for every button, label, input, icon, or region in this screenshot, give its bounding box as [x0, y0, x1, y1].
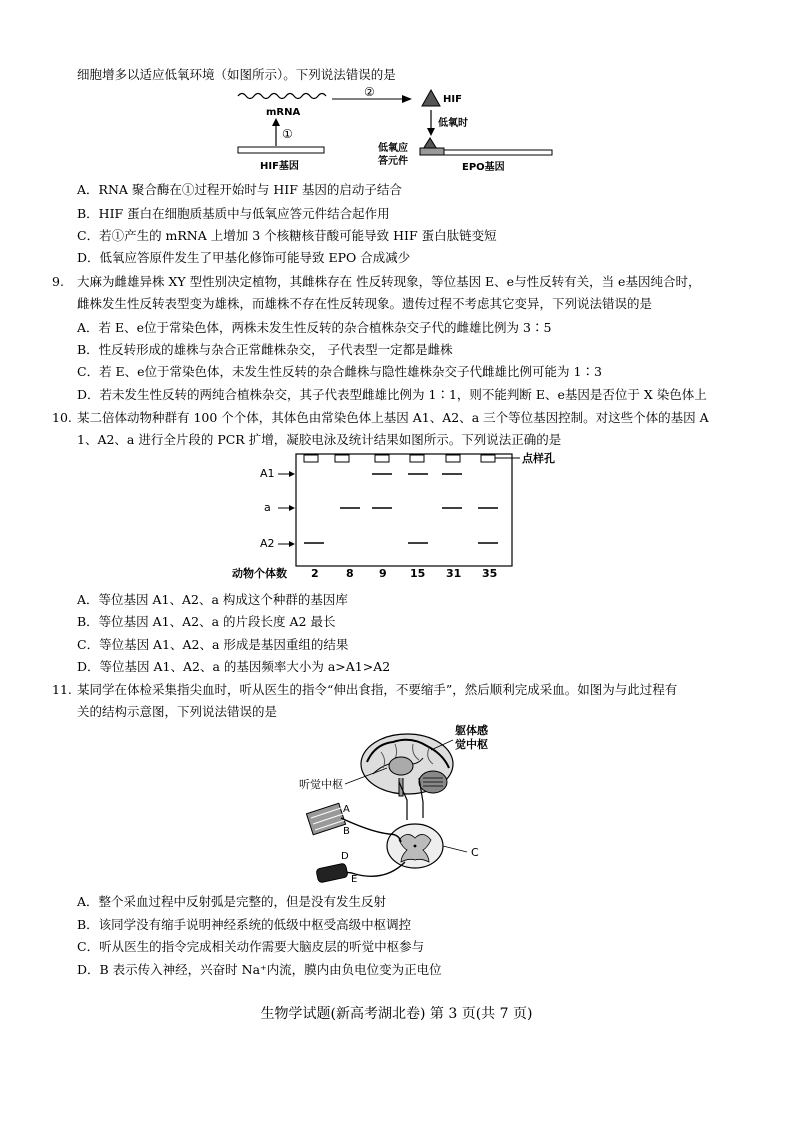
q9-option-d: D．若未发生性反转的两纯合植株杂交，其子代表型雌雄比例为 1∶1，则不能判断 E、e基因是否位于 X 染色体上 — [77, 387, 707, 402]
q11-stem-line1: 某同学在体检采集指尖血时，听从医生的指令“伸出食指，不要缩手”，然后顺利完成采血。如图为与此过程有 — [77, 682, 678, 697]
step1-label: ① — [282, 127, 293, 141]
hif-gene-bar — [238, 147, 324, 153]
hypoxia-label: 低氧时 — [438, 118, 468, 129]
count-6: 35 — [482, 567, 498, 580]
q11-nerve-figure — [295, 722, 525, 887]
q9-option-a: A．若 E、e位于常染色体，两株未发生性反转的杂合植株杂交子代的雌雄比例为 3∶5 — [77, 320, 552, 335]
muscle-effector — [316, 863, 348, 883]
label-e: E — [351, 874, 358, 885]
q8-option-d: D．低氧应答原件发生了甲基化修饰可能导致 EPO 合成减少 — [77, 250, 411, 265]
q10-option-d: D．等位基因 A1、A2、a 的基因频率大小为 a>A1>A2 — [77, 659, 391, 674]
row-label-a2: A2 — [260, 537, 275, 550]
q9-option-b: B．性反转形成的雄株与杂合正常雌株杂交， 子代表型一定都是雌株 — [77, 342, 453, 357]
q11-stem-line2: 关的结构示意图，下列说法错误的是 — [77, 704, 278, 719]
count-4: 15 — [410, 567, 426, 580]
somatic-center-label-2: 觉中枢 — [455, 738, 488, 751]
response-element-label-1: 低氧应 — [378, 143, 408, 154]
q8-figure — [230, 84, 560, 179]
q11-option-a: A．整个采血过程中反射弧是完整的，但是没有发生反射 — [77, 894, 387, 909]
count-5: 31 — [446, 567, 462, 580]
hif-label: HIF — [443, 94, 462, 105]
q9-option-c: C．若 E、e位于常染色体，未发生性反转的杂合雌株与隐性雄株杂交子代雌雄比例可能为 1∶3 — [77, 364, 602, 379]
q10-number: 10. — [52, 410, 72, 425]
hif-gene-label: HIF基因 — [260, 161, 299, 172]
epo-gene-bar — [444, 150, 552, 155]
q8-stem-continued: 细胞增多以适应低氧环境（如图所示）。下列说法错误的是 — [77, 67, 396, 82]
response-element-label-2: 答元件 — [378, 156, 408, 167]
label-c: C — [471, 846, 479, 859]
q8-option-b: B．HIF 蛋白在细胞质基质中与低氧应答元件结合起作用 — [77, 206, 390, 221]
q10-stem-line1: 某二倍体动物种群有 100 个个体，其体色由常染色体上基因 A1、A2、a 三个等位基因控制。对这些个体的基因 A — [77, 410, 709, 425]
q10-stem-line2: 1、A2、a 进行全片段的 PCR 扩增，凝胶电泳及统计结果如图所示。下列说法正确的是 — [77, 432, 562, 447]
row-label-a1: A1 — [260, 467, 275, 480]
q11-number: 11. — [52, 682, 72, 697]
q8-option-c: C．若①产生的 mRNA 上增加 3 个核糖核苷酸可能导致 HIF 蛋白肽链变短 — [77, 228, 497, 243]
somatic-center-label-1: 躯体感 — [455, 724, 488, 737]
label-d: D — [341, 851, 349, 862]
count-label: 动物个体数 — [232, 567, 287, 580]
q10-option-b: B．等位基因 A1、A2、a 的片段长度 A2 最长 — [77, 614, 336, 629]
mrna-wave — [238, 94, 326, 99]
q9-stem-line1: 大麻为雌雄异株 XY 型性别决定植物，其雌株存在 性反转现象，等位基因 E、e与性反转有关，当 e基因纯合时， — [77, 274, 701, 289]
q10-option-c: C．等位基因 A1、A2、a 形成是基因重组的结果 — [77, 637, 349, 652]
q11-option-c: C．听从医生的指令完成相关动作需要大脑皮层的听觉中枢参与 — [77, 939, 425, 954]
q10-option-a: A．等位基因 A1、A2、a 构成这个种群的基因库 — [77, 592, 348, 607]
q10-gel-figure — [228, 450, 558, 585]
page-footer: 生物学试题(新高考湖北卷) 第 3 页(共 7 页) — [260, 1006, 533, 1022]
brain-illustration — [361, 734, 453, 796]
label-a: A — [343, 804, 350, 815]
count-1: 2 — [311, 567, 319, 580]
q8-option-a: A．RNA 聚合酶在①过程开始时与 HIF 基因的启动子结合 — [77, 182, 402, 197]
epo-gene-label: EPO基因 — [462, 162, 505, 173]
row-label-a: a — [264, 501, 271, 514]
q9-stem-line2: 雌株发生性反转表型变为雄株，而雄株不存在性反转现象。遗传过程不考虑其它变异，下列说法错误的是 — [77, 296, 653, 311]
count-2: 8 — [346, 567, 354, 580]
q9-number: 9. — [52, 274, 64, 289]
auditory-center-label: 听觉中枢 — [299, 778, 343, 791]
gel-box — [296, 454, 512, 566]
count-3: 9 — [379, 567, 387, 580]
q11-option-d: D．B 表示传入神经，兴奋时 Na⁺内流，膜内由负电位变为正电位 — [77, 962, 442, 977]
mrna-label: mRNA — [266, 107, 301, 118]
step2-label: ② — [364, 85, 375, 99]
response-element-bar — [420, 148, 444, 155]
hif-triangle — [422, 90, 440, 106]
well-label: 点样孔 — [522, 452, 555, 465]
label-b: B — [343, 826, 350, 837]
q11-option-b: B．该同学没有缩手说明神经系统的低级中枢受高级中枢调控 — [77, 917, 412, 932]
